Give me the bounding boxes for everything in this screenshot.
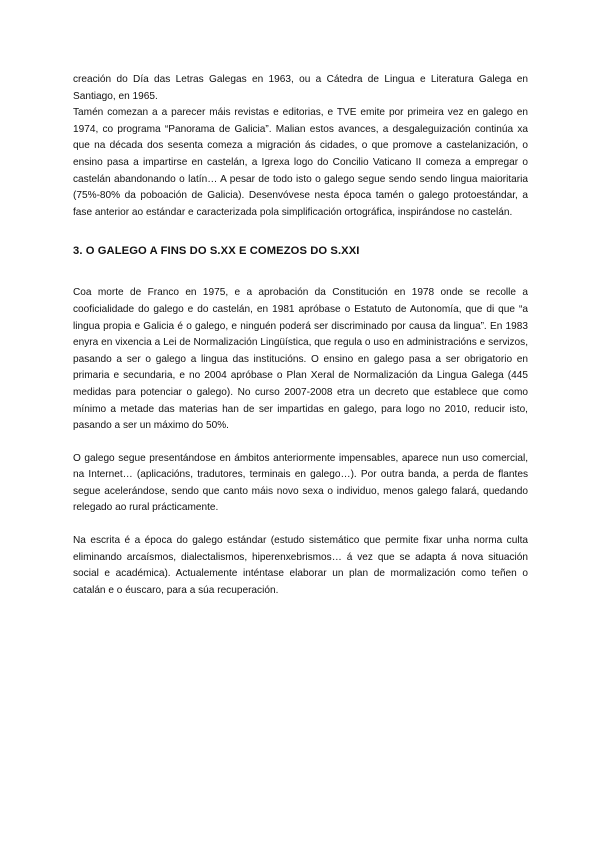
paragraph-revistas-tve: Tamén comezan a a parecer máis revistas e editorias, e TVE emite por primeira vez en galego en 1974, co programa “Panorama de Galicia”. Malian estos avances, a desgaleguización continúa xa que na década dos sesenta comeza a migración ás cidades, o que promove a castelanización, o ensino pasa a impartirse en castelán, a Igrexa logo do Concilio Vaticano II comeza a empregar o castelán abandonando o latín… A pesar de todo isto o galego segue sendo sendo lingua maioritaria (75%-80% da poboación de Galicia). Desenvóvese nesta época tamén o galego protoestándar, a fase anterior ao estándar e caracterizada pola simplificación ortográfica, inspirándose no castelán. [73,107,528,218]
paragraph-ambitos: O galego segue presentándose en ámbitos anteriormente impensables, aparece nun uso comercial, na Internet… (aplicacións, tradutores, terminais en galego…). Por outra banda, a perda de flantes segue acelerándose, sendo que canto máis novo sexa o individuo, menos galego falará, quedando relegado ao rural prácticamente. [73,452,528,514]
section-heading: 3. O GALEGO A FINS DO S.XX E COMEZOS DO S.XXI [73,245,360,258]
paragraph-letras-galegas: creación do Día das Letras Galegas en 1963, ou a Cátedra de Lingua e Literatura Galega en Santiago, en 1965. [73,74,528,102]
spacer [73,435,528,451]
spacer [73,259,528,285]
document-body [73,72,528,599]
spacer [73,221,528,243]
spacer [73,517,528,533]
paragraph-morte-franco: Coa morte de Franco en 1975, e a aprobación da Constitución en 1978 onde se recolle a cooficialidade do galego e do castelán, en 1981 apróbase o Estatuto de Autonomía, que di que “a lingua propia e Galicia é o galego, e ninguén poderá ser discriminado por causa da lingua”. En 1983 enyra en vixencia a Lei de Normalización Lingüística, que regula o uso en administracións e servizos, pasando a ser o galego a lingua das institucións. O ensino en galego pasa a ser obrigatorio en primaria e secundaria, e no 2004 apróbase o Plan Xeral de Normalización da Lingua Galega (445 medidas para potenciar o galego). No curso 2007-2008 etra un decreto que establece que como mínimo a metade das materias han de ser impartidas en galego, para logo no 2010, reducir isto, pasando a ser un máximo do 50%. [73,287,528,432]
paragraph-escrita: Na escrita é a época do galego estándar (estudo sistemático que permite fixar unha norma culta eliminando arcaísmos, dialectalismos, hiperenxebrismos… á vez que se adapta á nova situación social e académica). Actualemente inténtase elaborar un plan de mormalización como teñen o catalán e o éuscaro, para a súa recuperación. [73,535,528,596]
